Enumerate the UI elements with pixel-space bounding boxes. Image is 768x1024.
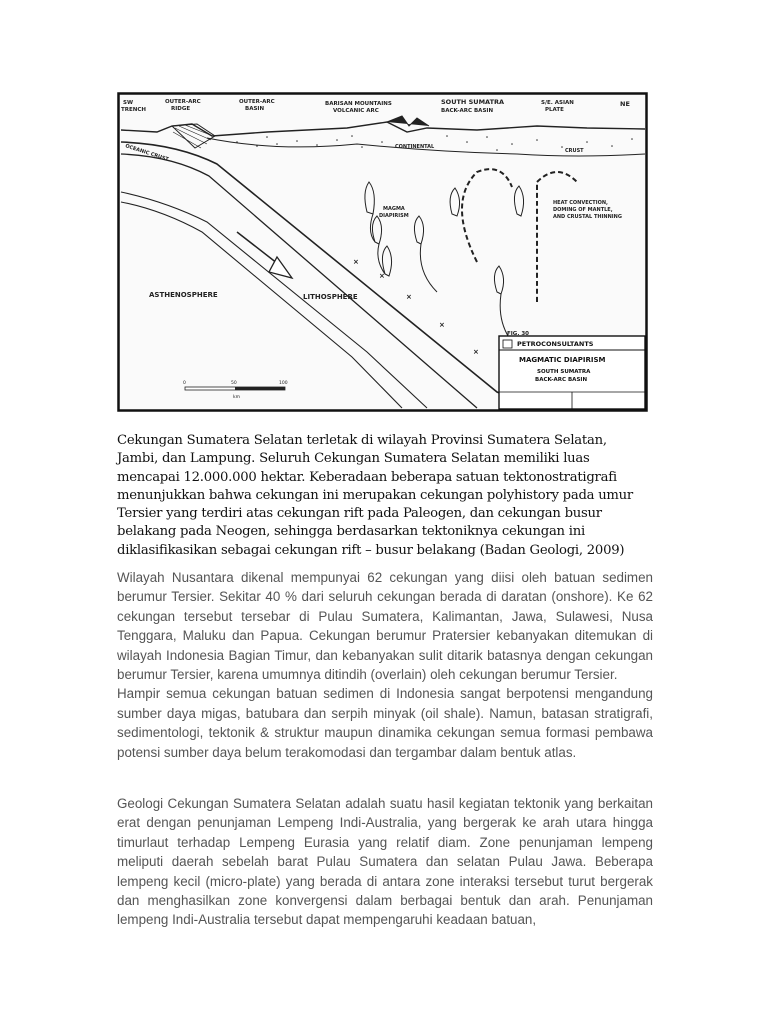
- label-barisan-2: VOLCANIC ARC: [333, 108, 379, 114]
- svg-text:×: ×: [379, 272, 385, 280]
- label-heat-3: AND CRUSTAL THINNING: [553, 214, 622, 220]
- svg-text:MAGMATIC DIAPIRISM: MAGMATIC DIAPIRISM: [519, 356, 606, 364]
- label-sw: SW: [123, 100, 134, 106]
- label-outer-arc-basin-1: OUTER-ARC: [239, 99, 275, 105]
- label-outer-arc-basin-2: BASIN: [245, 106, 265, 112]
- label-south-sumatra-2: BACK-ARC BASIN: [441, 108, 494, 114]
- cross-section-diagram: [117, 92, 648, 412]
- label-heat-1: HEAT CONVECTION,: [553, 200, 608, 206]
- label-barisan-1: BARISAN MOUNTAINS: [325, 101, 392, 107]
- paragraph-group-1: [117, 568, 653, 762]
- paragraph-2: Hampir semua cekungan batuan sedimen di Indonesia sangat berpotensi mengandung sumber daya migas, batubara dan serpih minyak (oil shale). Namun, batasan stratigrafi, sedimentologi, tektonik & struktur maupun dinamika cekungan semua formasi pembawa potensi sumber daya belum terakomodasi dan tergambar dalam bentuk atlas.: [117, 686, 653, 760]
- svg-text:0: 0: [183, 381, 186, 386]
- svg-text:PETROCONSULTANTS: PETROCONSULTANTS: [517, 340, 594, 348]
- label-south-sumatra-1: SOUTH SUMATRA: [441, 98, 505, 106]
- label-trench: TRENCH: [121, 107, 146, 113]
- paragraph-3: Geologi Cekungan Sumatera Selatan adalah suatu hasil kegiatan tektonik yang berkaitan erat dengan penunjaman Lempeng Indi-Australia, yang bergerak ke arah utara hingga timurlaut terhadap Lempeng Eurasia yang relatif diam. Zone penunjaman lempeng meliputi daerah sebelah barat Pulau Sumatera dan selatan Pulau Jawa. Beberapa lempeng kecil (micro-plate) yang berada di antara zone interaksi tersebut turut bergerak dan menghasilkan zone konvergensi dalam berbagai bentuk dan arah. Penunjaman lempeng Indi-Australia tersebut dapat mempengaruhi keadaan batuan,: [117, 796, 653, 928]
- label-lithosphere: LITHOSPHERE: [303, 293, 358, 301]
- paragraph-group-2: [117, 794, 653, 930]
- svg-text:×: ×: [406, 293, 412, 301]
- label-ne: NE: [620, 100, 630, 108]
- label-heat-2: DOMING OF MANTLE,: [553, 207, 613, 213]
- label-continental: CONTINENTAL: [395, 144, 435, 150]
- title-block: [499, 331, 645, 409]
- svg-text:FIG. 30: FIG. 30: [507, 331, 529, 337]
- label-outer-arc-ridge-1: OUTER-ARC: [165, 99, 201, 105]
- label-outer-arc-ridge-2: RIDGE: [171, 106, 191, 112]
- label-magma-1: MAGMA: [383, 206, 405, 212]
- svg-text:×: ×: [473, 348, 479, 356]
- figure-caption: Cekungan Sumatera Selatan terletak di wilayah Provinsi Sumatera Selatan, Jambi, dan Lampung. Seluruh Cekungan Sumatera Selatan memiliki luas mencapai 12.000.000 hektar. Keberadaan beberapa satuan tektonostratigrafi menunjukkan bahwa cekungan ini merupakan cekungan polyhistory pada umur Tersier yang terdiri atas cekungan rift pada Paleogen, dan cekungan busur belakang pada Neogen, sehingga berdasarkan tektoniknya cekungan ini diklasifikasikan sebagai cekungan rift – busur belakang (Badan Geologi, 2009): [117, 433, 633, 558]
- label-oceanic-crust: OCEANIC CRUST: [124, 143, 170, 163]
- svg-text:×: ×: [353, 258, 359, 266]
- label-crust: CRUST: [565, 148, 584, 154]
- label-asthenosphere: ASTHENOSPHERE: [149, 291, 218, 299]
- label-se-asian-2: PLATE: [545, 107, 564, 113]
- label-magma-2: DIAPIRISM: [379, 213, 409, 219]
- cross-section-figure: [117, 92, 648, 412]
- label-se-asian-1: S/E. ASIAN: [541, 100, 574, 106]
- svg-text:×: ×: [439, 321, 445, 329]
- svg-text:100: 100: [279, 381, 288, 386]
- svg-text:50: 50: [231, 381, 237, 386]
- svg-text:BACK-ARC BASIN: BACK-ARC BASIN: [535, 377, 588, 383]
- svg-text:SOUTH SUMATRA: SOUTH SUMATRA: [537, 369, 591, 375]
- paragraph-1: Wilayah Nusantara dikenal mempunyai 62 cekungan yang diisi oleh batuan sedimen berumur Tersier. Sekitar 40 % dari seluruh cekungan berada di daratan (onshore). Ke 62 cekungan tersebut tersebar di Pulau Sumatera, Kalimantan, Jawa, Sulawesi, Nusa Tenggara, Maluku dan Papua. Cekungan berumur Pratersier kebanyakan ditemukan di wilayah Indonesia Bagian Timur, dan kebanyakan sulit ditarik batasnya dengan cekungan berumur Tersier, karena umumnya ditindih (overlain) oleh cekungan berumur Tersier.: [117, 570, 653, 683]
- svg-text:km: km: [233, 395, 240, 400]
